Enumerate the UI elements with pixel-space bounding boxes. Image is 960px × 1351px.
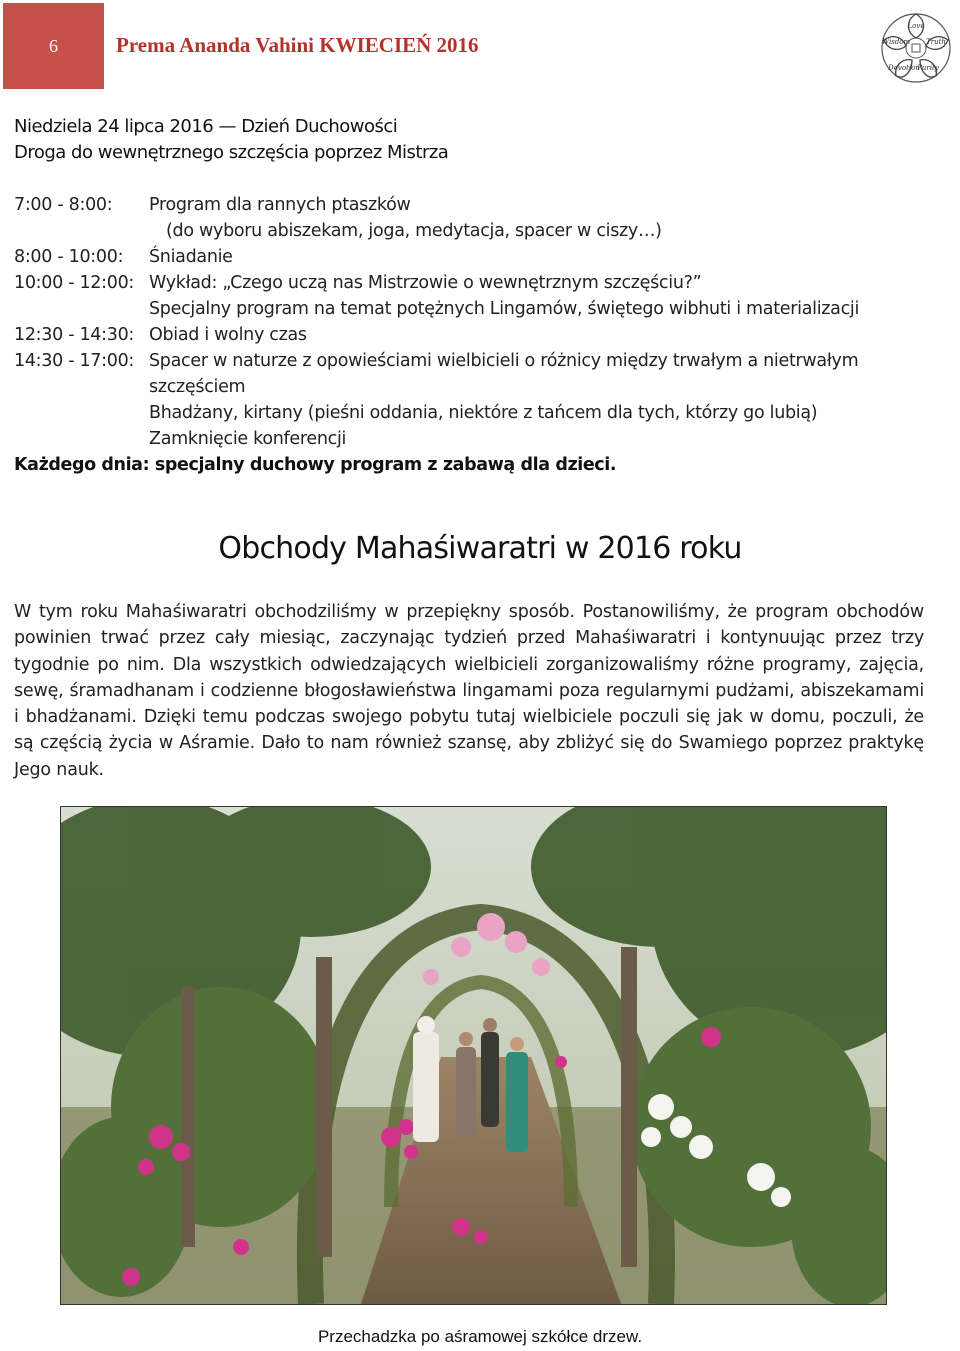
photo-caption: Przechadzka po aśramowej szkółce drzew. (317, 1327, 643, 1346)
section-title: Obchody Mahaśiwaratri w 2016 roku (218, 531, 742, 566)
schedule-time: 8:00 - 10:00: (14, 247, 124, 267)
schedule-row (14, 348, 934, 400)
logo-word-devotion: Devotion (888, 64, 920, 72)
schedule-desc: Spacer w naturze z opowieściami wielbicieli o różnicy między trwałym a nietrwałym szczęściem (149, 351, 859, 397)
schedule-desc: Bhadżany, kirtany (pieśni oddania, niektóre z tańcem dla tych, którzy go lubią) (149, 403, 818, 423)
schedule-desc: Program dla rannych ptaszków (149, 195, 411, 215)
logo-word-love: Love (907, 22, 925, 30)
schedule-desc: Zamknięcie konferencji (149, 429, 347, 449)
logo-word-wisdom: Wisdom (881, 38, 911, 46)
day-heading-line2: Droga do wewnętrznego szczęścia poprzez Mistrza (14, 142, 449, 163)
schedule-row (14, 322, 934, 348)
article-paragraph: W tym roku Mahaśiwaratri obchodziliśmy w przepiękny sposób. Postanowiliśmy, że program obchodów powinien trwać przez cały miesiąc, zaczynając tydzień przed Mahaśiwaratri i kontynuując przez trzy tygodnie po nim. Dla wszystkich odwiedzających wielbicieli zorganizowaliśmy różne programy, zajęcia, sewę, śramadhanam i codzienne błogosławieństwa lingamami poza regularnymi pudżami, abiszekamami i bhadżanami. Dzięki temu podczas swojego pobytu tutaj wielbiciele poczuli się jak w domu, poczuli, że są częścią życia w Aśramie. Dało to nam również szansę, aby zbliżyć się do Swamiego poprzez praktykę Jego nauk. (14, 602, 924, 780)
schedule-row (14, 270, 934, 296)
schedule-desc: Specjalny program na temat potężnych Lingamów, świętego wibhuti i materializacji (149, 299, 860, 319)
kids-note: Każdego dnia: specjalny duchowy program z zabawą dla dzieci. (14, 455, 617, 475)
schedule-time: 10:00 - 12:00: (14, 273, 135, 293)
lotus-logo-icon (878, 10, 954, 86)
schedule-desc: (do wyboru abiszekam, joga, medytacja, spacer w ciszy…) (166, 221, 662, 241)
logo-word-truth: Truth (926, 38, 946, 46)
schedule-desc: Śniadanie (149, 247, 233, 267)
schedule-row (14, 218, 934, 244)
newsletter-title: Prema Ananda Vahini KWIECIEŃ 2016 (116, 33, 479, 57)
page-number-box (3, 3, 104, 89)
day-heading-line1: Niedziela 24 lipca 2016 — Dzień Duchowości (14, 116, 398, 137)
logo-word-purity: Purity (917, 64, 939, 72)
schedule-desc: Wykład: „Czego uczą nas Mistrzowie o wewnętrznym szczęściu?” (149, 273, 702, 293)
schedule-row (14, 296, 934, 322)
schedule-time: 7:00 - 8:00: (14, 195, 113, 215)
garden-photo (60, 806, 887, 1305)
schedule-desc: Obiad i wolny czas (149, 325, 307, 345)
schedule-row (14, 244, 934, 270)
schedule-time: 14:30 - 17:00: (14, 351, 135, 371)
page-number: 6 (49, 35, 58, 56)
schedule-row (14, 400, 934, 426)
schedule-time: 12:30 - 14:30: (14, 325, 135, 345)
schedule-list (14, 192, 934, 452)
schedule-row (14, 426, 934, 452)
day-heading (14, 114, 448, 166)
schedule-row (14, 192, 934, 218)
